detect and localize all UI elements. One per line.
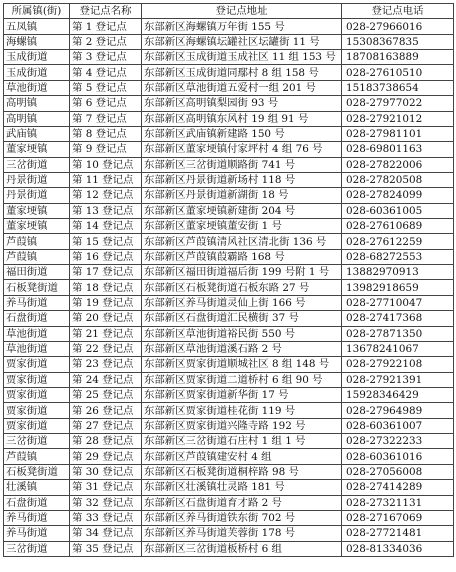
- cell-town: 石盘街道: [4, 311, 70, 326]
- cell-point-name: 第 8 登记点: [70, 126, 142, 141]
- table-row: [4, 418, 454, 433]
- cell-point-name: 第 12 登记点: [70, 188, 142, 203]
- table-row: [4, 50, 454, 65]
- cell-point-name: 第 11 登记点: [70, 172, 142, 187]
- table-row: [4, 434, 454, 449]
- cell-town: 三岔街道: [4, 541, 70, 556]
- cell-town: 董家埂镇: [4, 142, 70, 157]
- cell-address: 东部新区董家埂镇付家坪村 4 组 76 号: [142, 142, 342, 157]
- cell-town: 芦葭镇: [4, 249, 70, 264]
- cell-address: 东部新区养马街道灵仙上街 166 号: [142, 295, 342, 310]
- cell-address: 东部新区福田街道福后街 199 号附 1 号: [142, 265, 342, 280]
- cell-point-name: 第 35 登记点: [70, 541, 142, 556]
- cell-point-name: 第 6 登记点: [70, 96, 142, 111]
- table-row: [4, 372, 454, 387]
- cell-town: 草池街道: [4, 326, 70, 341]
- cell-town: 贾家街道: [4, 357, 70, 372]
- cell-town: 福田街道: [4, 265, 70, 280]
- cell-phone: 13982918659: [342, 280, 454, 295]
- table-row: [4, 157, 454, 172]
- table-row: [4, 311, 454, 326]
- cell-point-name: 第 20 登记点: [70, 311, 142, 326]
- table-row: [4, 19, 454, 34]
- cell-point-name: 第 32 登记点: [70, 495, 142, 510]
- cell-address: 东部新区草池街道裕民街 550 号: [142, 326, 342, 341]
- cell-town: 贾家街道: [4, 418, 70, 433]
- cell-town: 海螺镇: [4, 34, 70, 49]
- cell-point-name: 第 3 登记点: [70, 50, 142, 65]
- cell-phone: 028-27721481: [342, 526, 454, 541]
- cell-address: 东部新区玉成街道同鄢村 8 组 158 号: [142, 65, 342, 80]
- cell-point-name: 第 2 登记点: [70, 34, 142, 49]
- cell-town: 高明镇: [4, 96, 70, 111]
- cell-phone: 028-27964989: [342, 403, 454, 418]
- cell-point-name: 第 19 登记点: [70, 295, 142, 310]
- cell-address: 东部新区草池街道溪石路 2 号: [142, 341, 342, 356]
- cell-point-name: 第 9 登记点: [70, 142, 142, 157]
- cell-phone: 028-27871350: [342, 326, 454, 341]
- cell-point-name: 第 26 登记点: [70, 403, 142, 418]
- cell-phone: 15183738654: [342, 80, 454, 95]
- cell-point-name: 第 30 登记点: [70, 464, 142, 479]
- cell-phone: 028-27414289: [342, 480, 454, 495]
- table-row: [4, 142, 454, 157]
- cell-phone: 028-27822006: [342, 157, 454, 172]
- cell-town: 三岔街道: [4, 434, 70, 449]
- cell-phone: 028-27977022: [342, 96, 454, 111]
- cell-address: 东部新区贾家街道兴隆寺路 192 号: [142, 418, 342, 433]
- table-row: [4, 34, 454, 49]
- cell-address: 东部新区石板凳街道桐梓路 98 号: [142, 464, 342, 479]
- table-row: [4, 188, 454, 203]
- cell-phone: 028-27710047: [342, 295, 454, 310]
- cell-phone: 13882970913: [342, 265, 454, 280]
- cell-address: 东部新区董家埂镇新建街 204 号: [142, 203, 342, 218]
- cell-phone: 028-27610689: [342, 219, 454, 234]
- cell-point-name: 第 22 登记点: [70, 341, 142, 356]
- cell-town: 贾家街道: [4, 387, 70, 402]
- table-row: [4, 295, 454, 310]
- cell-address: 东部新区芦葭镇清风社区清北街 136 号: [142, 234, 342, 249]
- table-row: [4, 341, 454, 356]
- cell-phone: 13678241067: [342, 341, 454, 356]
- cell-address: 东部新区武庙镇新建路 150 号: [142, 126, 342, 141]
- cell-town: 五凤镇: [4, 19, 70, 34]
- table-row: [4, 65, 454, 80]
- cell-phone: 028-27921391: [342, 372, 454, 387]
- cell-address: 东部新区贾家街道顺城社区 8 组 148 号: [142, 357, 342, 372]
- cell-town: 石盘街道: [4, 495, 70, 510]
- cell-address: 东部新区草池街道五爱村一组 201 号: [142, 80, 342, 95]
- cell-point-name: 第 23 登记点: [70, 357, 142, 372]
- cell-phone: 028-27322233: [342, 434, 454, 449]
- table-row: [4, 234, 454, 249]
- table-row: [4, 96, 454, 111]
- cell-town: 高明镇: [4, 111, 70, 126]
- cell-point-name: 第 7 登记点: [70, 111, 142, 126]
- cell-address: 东部新区芦葭镇葭霸路 168 号: [142, 249, 342, 264]
- table-row: [4, 280, 454, 295]
- header-point-name: 登记点名称: [70, 4, 142, 19]
- cell-town: 芦葭镇: [4, 234, 70, 249]
- cell-town: 丹景街道: [4, 188, 70, 203]
- cell-town: 石板凳街道: [4, 464, 70, 479]
- table-row: [4, 495, 454, 510]
- cell-town: 玉成街道: [4, 50, 70, 65]
- table-body: [4, 19, 454, 557]
- table-row: [4, 265, 454, 280]
- header-address: 登记点地址: [142, 4, 342, 19]
- cell-town: 三岔街道: [4, 157, 70, 172]
- cell-town: 壮溪镇: [4, 480, 70, 495]
- cell-phone: 028-27167069: [342, 510, 454, 525]
- cell-address: 东部新区石盘街道育才路 2 号: [142, 495, 342, 510]
- cell-point-name: 第 5 登记点: [70, 80, 142, 95]
- cell-town: 丹景街道: [4, 172, 70, 187]
- cell-point-name: 第 24 登记点: [70, 372, 142, 387]
- table-row: [4, 510, 454, 525]
- cell-point-name: 第 31 登记点: [70, 480, 142, 495]
- cell-address: 东部新区高明镇梨园街 93 号: [142, 96, 342, 111]
- table-row: [4, 464, 454, 479]
- cell-phone: 028-27981101: [342, 126, 454, 141]
- cell-address: 东部新区海螺镇万年街 155 号: [142, 19, 342, 34]
- cell-town: 草池街道: [4, 341, 70, 356]
- table-row: [4, 126, 454, 141]
- cell-phone: 028-27820508: [342, 172, 454, 187]
- cell-address: 东部新区玉成街道玉成社区 11 组 153 号: [142, 50, 342, 65]
- cell-phone: 028-68272553: [342, 249, 454, 264]
- cell-point-name: 第 34 登记点: [70, 526, 142, 541]
- cell-point-name: 第 16 登记点: [70, 249, 142, 264]
- cell-phone: 15928346429: [342, 387, 454, 402]
- cell-town: 草池街道: [4, 80, 70, 95]
- cell-town: 芦葭镇: [4, 449, 70, 464]
- cell-address: 东部新区董家埂镇董安街 1 号: [142, 219, 342, 234]
- cell-point-name: 第 10 登记点: [70, 157, 142, 172]
- registration-table-wrapper: [3, 3, 453, 557]
- cell-town: 玉成街道: [4, 65, 70, 80]
- table-row: [4, 80, 454, 95]
- cell-address: 东部新区三岔街道板桥村 6 组: [142, 541, 342, 556]
- cell-point-name: 第 29 登记点: [70, 449, 142, 464]
- cell-address: 东部新区丹景街道新湖街 18 号: [142, 188, 342, 203]
- cell-point-name: 第 21 登记点: [70, 326, 142, 341]
- cell-phone: 028-60361016: [342, 449, 454, 464]
- table-row: [4, 249, 454, 264]
- table-header-row: [4, 4, 454, 19]
- cell-address: 东部新区三岔街道石庄村 1 组 1 号: [142, 434, 342, 449]
- cell-address: 东部新区贾家街道桂花街 119 号: [142, 403, 342, 418]
- cell-point-name: 第 27 登记点: [70, 418, 142, 433]
- table-row: [4, 219, 454, 234]
- header-town: 所属镇(街): [4, 4, 70, 19]
- cell-point-name: 第 1 登记点: [70, 19, 142, 34]
- cell-point-name: 第 4 登记点: [70, 65, 142, 80]
- cell-town: 贾家街道: [4, 372, 70, 387]
- cell-town: 养马街道: [4, 295, 70, 310]
- table-row: [4, 403, 454, 418]
- table-row: [4, 449, 454, 464]
- table-row: [4, 203, 454, 218]
- cell-address: 东部新区海螺镇坛罐社区坛罐街 11 号: [142, 34, 342, 49]
- table-row: [4, 172, 454, 187]
- cell-address: 东部新区芦葭镇建安村 4 组: [142, 449, 342, 464]
- cell-point-name: 第 14 登记点: [70, 219, 142, 234]
- cell-phone: 028-81334036: [342, 541, 454, 556]
- cell-phone: 028-27966016: [342, 19, 454, 34]
- cell-address: 东部新区高明镇东风村 19 组 91 号: [142, 111, 342, 126]
- cell-phone: 028-27321131: [342, 495, 454, 510]
- cell-phone: 028-27610510: [342, 65, 454, 80]
- cell-town: 石板凳街道: [4, 280, 70, 295]
- table-row: [4, 357, 454, 372]
- cell-address: 东部新区壮溪镇壮灵路 181 号: [142, 480, 342, 495]
- registration-points-table: [3, 3, 454, 557]
- header-phone: 登记点电话: [342, 4, 454, 19]
- table-row: [4, 541, 454, 556]
- cell-town: 养马街道: [4, 510, 70, 525]
- cell-address: 东部新区养马街道芙蓉街 178 号: [142, 526, 342, 541]
- cell-point-name: 第 13 登记点: [70, 203, 142, 218]
- cell-phone: 028-27612259: [342, 234, 454, 249]
- table-row: [4, 111, 454, 126]
- cell-point-name: 第 28 登记点: [70, 434, 142, 449]
- cell-address: 东部新区石板凳街道石板东路 27 号: [142, 280, 342, 295]
- cell-address: 东部新区养马街道铁东街 702 号: [142, 510, 342, 525]
- cell-town: 董家埂镇: [4, 219, 70, 234]
- cell-address: 东部新区石盘街道汇民横街 37 号: [142, 311, 342, 326]
- cell-phone: 028-27417368: [342, 311, 454, 326]
- cell-point-name: 第 33 登记点: [70, 510, 142, 525]
- cell-point-name: 第 17 登记点: [70, 265, 142, 280]
- cell-phone: 028-27824099: [342, 188, 454, 203]
- cell-phone: 18708163889: [342, 50, 454, 65]
- cell-phone: 15308367835: [342, 34, 454, 49]
- cell-phone: 028-27921012: [342, 111, 454, 126]
- cell-phone: 028-69801163: [342, 142, 454, 157]
- cell-address: 东部新区贾家街道二道桥村 6 组 90 号: [142, 372, 342, 387]
- table-row: [4, 480, 454, 495]
- cell-phone: 028-60361007: [342, 418, 454, 433]
- cell-address: 东部新区三岔街道顺路街 741 号: [142, 157, 342, 172]
- table-row: [4, 526, 454, 541]
- cell-address: 东部新区丹景街道新场村 118 号: [142, 172, 342, 187]
- cell-point-name: 第 18 登记点: [70, 280, 142, 295]
- cell-point-name: 第 25 登记点: [70, 387, 142, 402]
- cell-phone: 028-27056008: [342, 464, 454, 479]
- cell-phone: 028-60361005: [342, 203, 454, 218]
- table-row: [4, 387, 454, 402]
- cell-phone: 028-27922108: [342, 357, 454, 372]
- cell-point-name: 第 15 登记点: [70, 234, 142, 249]
- table-row: [4, 326, 454, 341]
- cell-town: 贾家街道: [4, 403, 70, 418]
- cell-address: 东部新区贾家街道新华街 17 号: [142, 387, 342, 402]
- cell-town: 董家埂镇: [4, 203, 70, 218]
- cell-town: 武庙镇: [4, 126, 70, 141]
- cell-town: 养马街道: [4, 526, 70, 541]
